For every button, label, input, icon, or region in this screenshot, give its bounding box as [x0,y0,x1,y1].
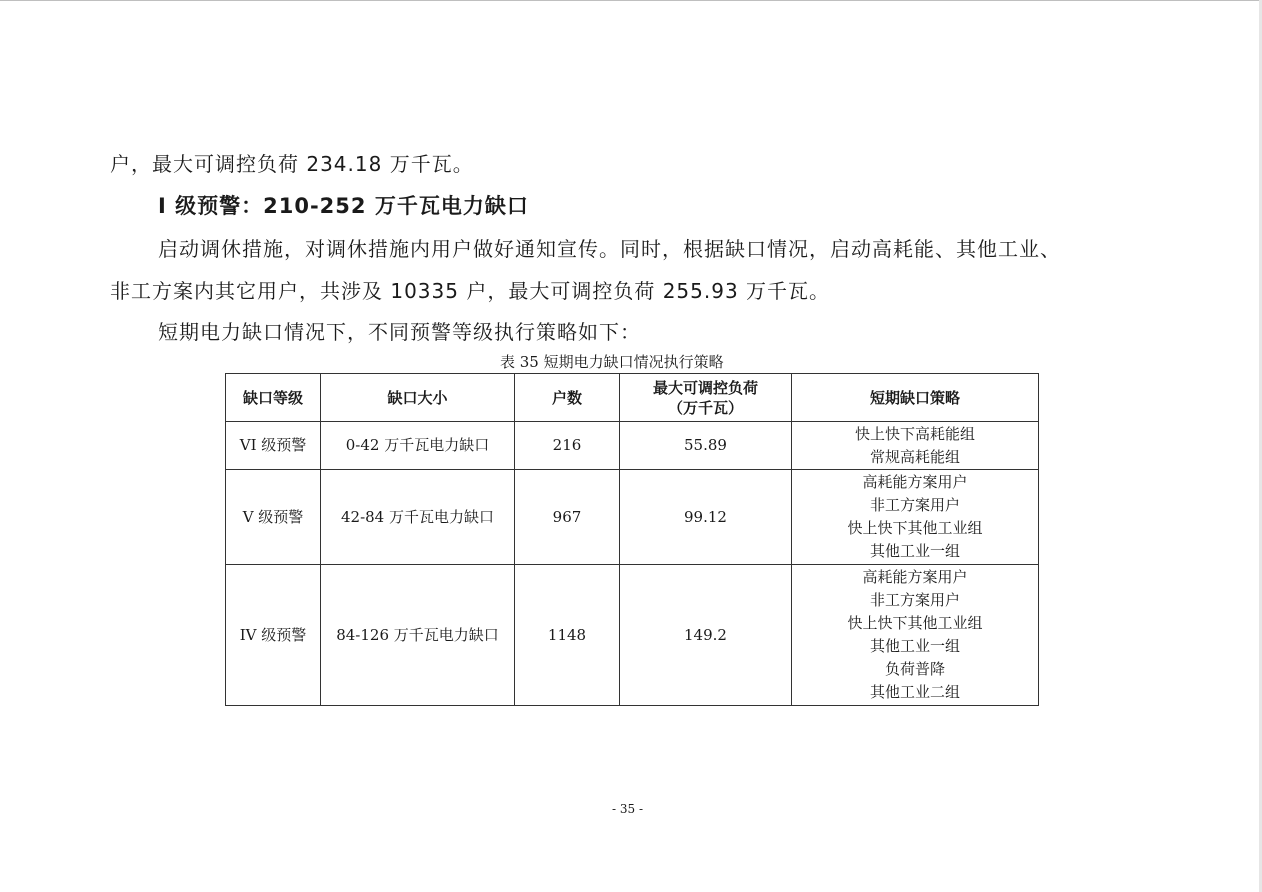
header-level: 缺口等级 [226,374,321,422]
header-households: 户数 [515,374,620,422]
cell-strategy [792,565,1039,706]
cell-level: V 级预警 [226,470,321,565]
cell-strategy [792,470,1039,565]
cell-households: 967 [515,470,620,565]
strategy-item: 高耗能方案用户 [862,568,968,586]
table-row [226,565,1039,706]
top-rule [0,0,1262,1]
cell-households: 216 [515,422,620,470]
cell-level: VI 级预警 [226,422,321,470]
header-size: 缺口大小 [321,374,515,422]
strategy-item: 负荷普降 [884,660,945,678]
table-row [226,422,1039,470]
cell-size: 0-42 万千瓦电力缺口 [321,422,515,470]
strategy-item: 其他工业一组 [869,637,960,655]
strategy-item: 快上快下其他工业组 [847,519,983,537]
strategy-item: 高耗能方案用户 [862,473,968,491]
table-row [226,470,1039,565]
table-header-row [226,374,1039,422]
strategy-item: 其他工业一组 [869,542,960,560]
cell-level: IV 级预警 [226,565,321,706]
strategy-item: 快上快下其他工业组 [847,614,983,632]
header-max-load-unit: （万千瓦） [667,398,743,417]
strategy-item: 快上快下高耗能组 [854,424,975,443]
cell-size: 42-84 万千瓦电力缺口 [321,470,515,565]
cell-max-load: 99.12 [620,470,792,565]
page-number: - 35 - [612,802,644,816]
section-heading: I 级预警：210-252 万千瓦电力缺口 [158,194,529,218]
cell-max-load: 55.89 [620,422,792,470]
header-strategy: 短期缺口策略 [792,374,1039,422]
strategy-item: 常规高耗能组 [869,447,960,466]
header-max-load-line1: 最大可调控负荷 [652,378,758,397]
cell-size: 84-126 万千瓦电力缺口 [321,565,515,706]
strategy-item: 其他工业二组 [869,683,960,701]
strategy-table [225,373,1039,706]
cell-households: 1148 [515,565,620,706]
strategy-item: 非工方案用户 [869,496,960,514]
cell-max-load: 149.2 [620,565,792,706]
paragraph-continuation: 户，最大可调控负荷 234.18 万千瓦。 [110,152,474,176]
header-max-load [620,374,792,422]
paragraph-line: 非工方案内其它用户，共涉及 10335 户，最大可调控负荷 255.93 万千瓦。 [110,279,831,303]
table-caption: 表 35 短期电力缺口情况执行策略 [500,353,724,371]
cell-strategy [792,422,1039,470]
paragraph-line: 启动调休措施，对调休措施内用户做好通知宣传。同时，根据缺口情况，启动高耗能、其他工业、 [158,237,1061,261]
strategy-item: 非工方案用户 [869,591,960,609]
paragraph-intro: 短期电力缺口情况下，不同预警等级执行策略如下： [158,320,641,344]
